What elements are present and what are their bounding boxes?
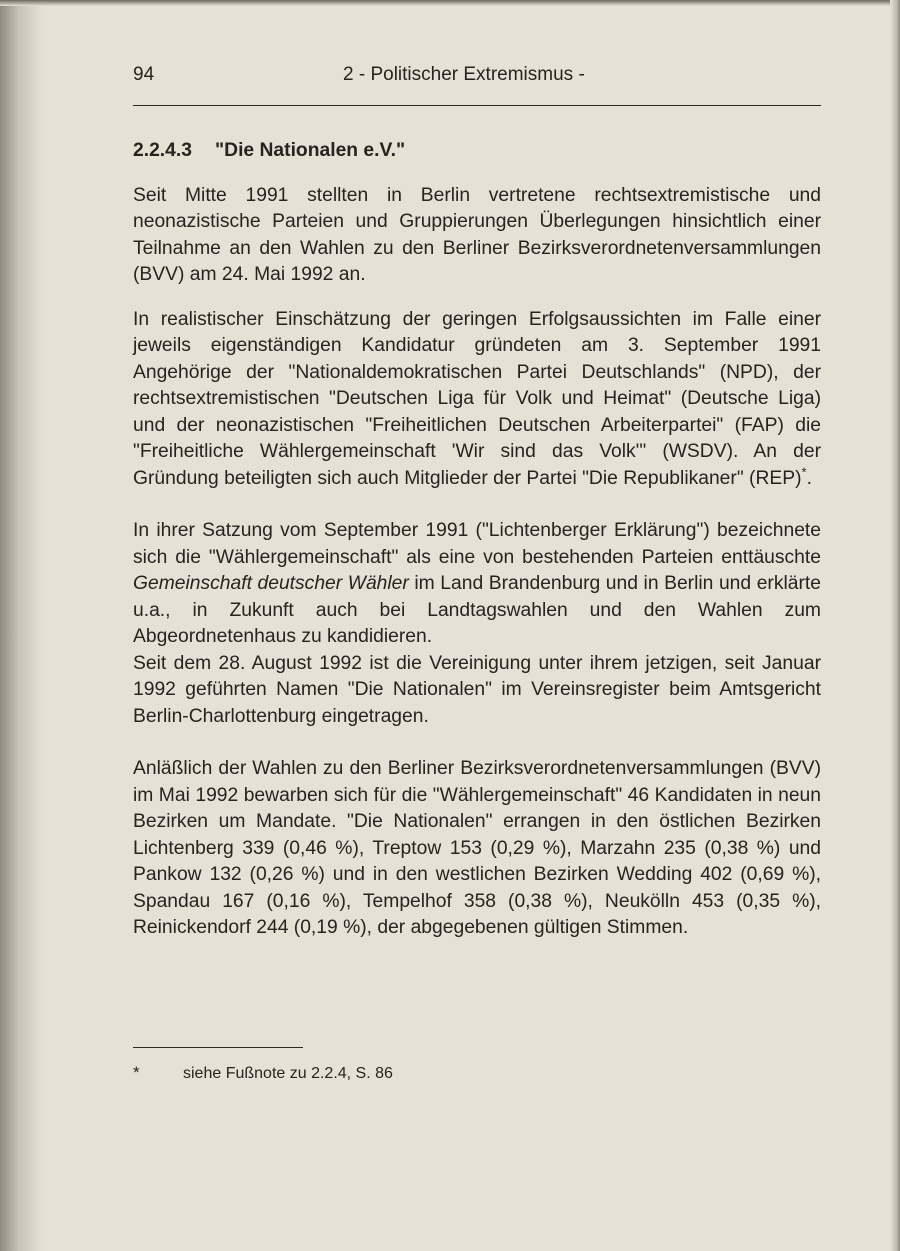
running-title: 2 - Politischer Extremismus -	[343, 64, 585, 85]
section-title: "Die Nationalen e.V."	[215, 140, 406, 161]
page-binding-shadow	[0, 0, 42, 1251]
footnote-reference: *	[801, 464, 807, 480]
paragraph-2-end: .	[806, 467, 812, 489]
header-rule	[133, 105, 821, 106]
footnote-marker: *	[133, 1063, 140, 1082]
running-header	[133, 64, 820, 90]
footnote-rule	[133, 1047, 303, 1048]
page-right-edge	[890, 0, 900, 1251]
footnote-text: siehe Fußnote zu 2.2.4, S. 86	[183, 1065, 393, 1082]
paragraph-3-text-a: In ihrer Satzung vom September 1991 ("Lichtenberger Erklärung") bezeichnete sich die "Wählergemeinschaft" als eine von bestehenden Parteien enttäuschte	[133, 520, 821, 568]
paragraph-4: Seit dem 28. August 1992 ist die Vereinigung unter ihrem jetzigen, seit Januar 1992 geführten Namen "Die Nationalen" im Vereinsregister beim Amtsgericht Berlin-Charlottenburg eingetragen.	[133, 652, 821, 727]
paragraph-2	[133, 307, 821, 493]
paragraph-2-text: In realistischer Einschätzung der geringen Erfolgsaussichten im Falle einer jeweils eigenständigen Kandidatur gründeten am 3. September 1991 Angehörige der "Nationaldemokratischen Partei Deutschlands" (NPD), der rechtsextremistischen "Deutschen Liga für Volk und Heimat" (Deutsche Liga) und der neonazistischen "Freiheitlichen Deutschen Arbeiterpartei" (FAP) die "Freiheitliche Wählergemeinschaft 'Wir sind das Volk'" (WSDV). An der Gründung beteiligten sich auch Mitglieder der Partei "Die Republikaner" (REP)	[133, 308, 821, 489]
paragraph-3-text-b: im Land Brandenburg und in Berlin und erklärte u.a., in Zukunft auch bei Landtagswahlen und den Wahlen zum Abgeordnetenhaus zu kandidieren.	[133, 573, 821, 647]
paragraph-3	[133, 518, 821, 651]
page-number: 94	[133, 64, 155, 85]
section-heading	[133, 138, 821, 165]
page-top-edge	[0, 0, 900, 6]
body-text	[133, 138, 821, 942]
paragraph-3-italic: Gemeinschaft deutscher Wähler	[133, 573, 409, 594]
section-number: 2.2.4.3	[133, 140, 192, 161]
paragraph-1: Seit Mitte 1991 stellten in Berlin vertretene rechtsextremistische und neonazistische Parteien und Gruppierungen Überlegungen hinsichtlich einer Teilnahme an den Wahlen zu den Berliner Bezirksverordnetenversammlungen (BVV) am 24. Mai 1992 an.	[133, 184, 821, 285]
paragraph-5: Anläßlich der Wahlen zu den Berliner Bezirksverordnetenversammlungen (BVV) im Mai 1992 bewarben sich für die "Wählergemeinschaft" 46 Kandidaten in neun Bezirken um Mandate. "Die Nationalen" errangen in den östlichen Bezirken Lichtenberg 339 (0,46 %), Treptow 153 (0,29 %), Marzahn 235 (0,38 %) und Pankow 132 (0,26 %) und in den westlichen Bezirken Wedding 402 (0,69 %), Spandau 167 (0,16 %), Tempelhof 358 (0,38 %), Neukölln 453 (0,35 %), Reinickendorf 244 (0,19 %), der abgegebenen gültigen Stimmen.	[133, 758, 821, 938]
